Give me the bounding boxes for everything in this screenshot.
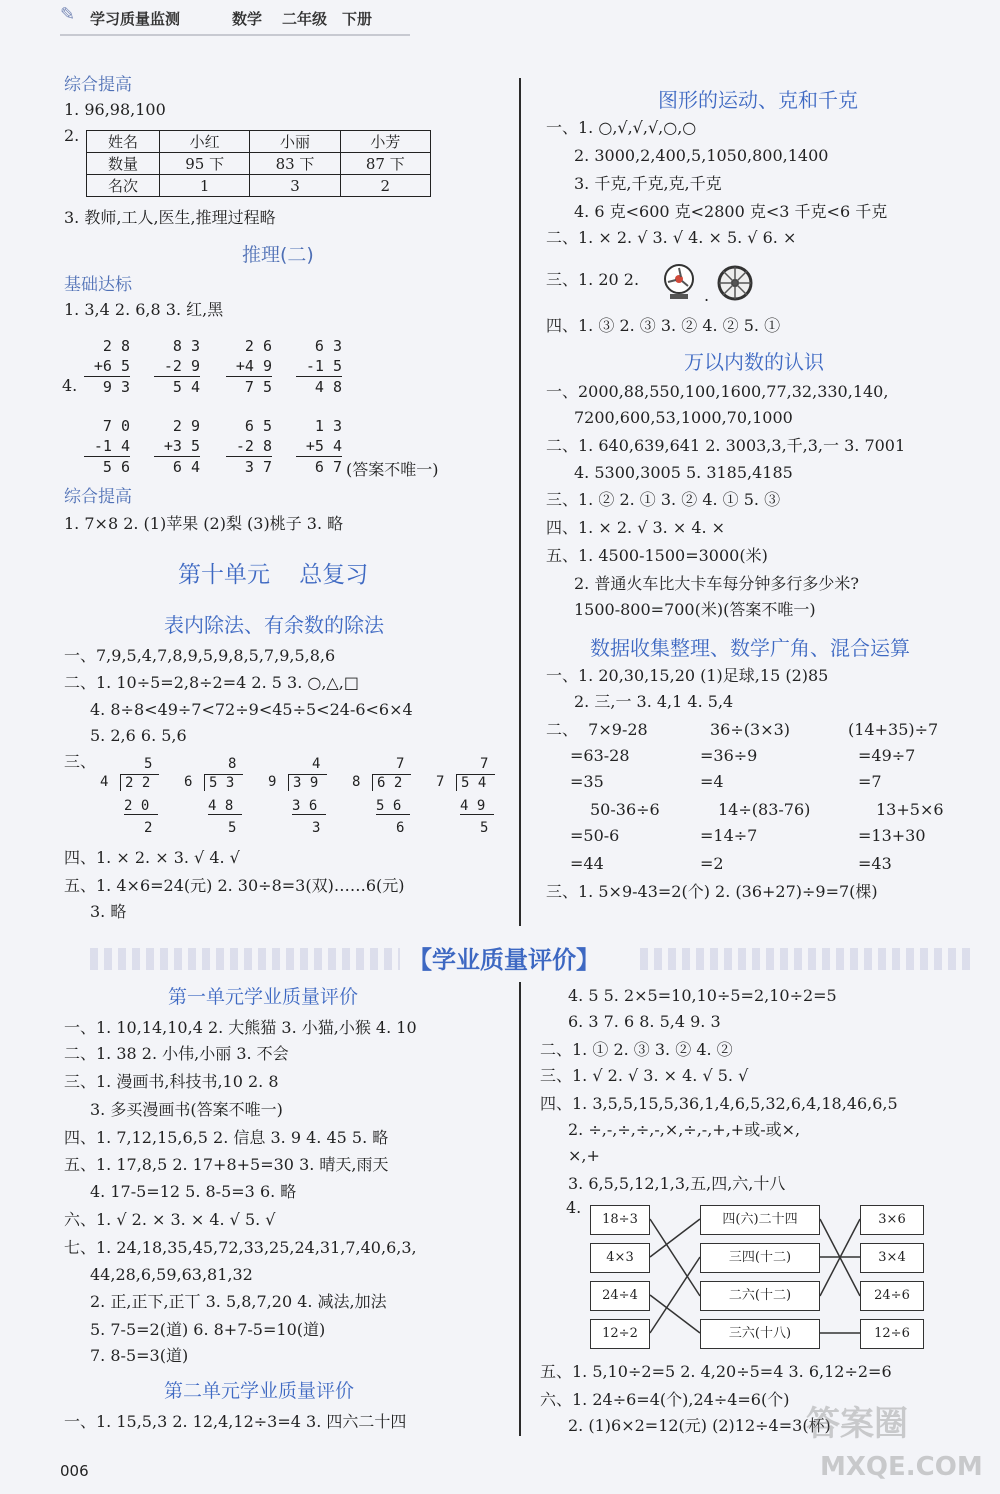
- calc-step: =14÷7: [700, 826, 758, 845]
- calc-step: 二、 7×9-28: [546, 720, 648, 739]
- table-row: [87, 131, 431, 153]
- answer-line: 44,28,6,59,63,81,32: [90, 1265, 253, 1284]
- division-part: 8: [352, 774, 361, 790]
- division-part: 4 8: [208, 798, 242, 815]
- vertical-calc-line: -1 5: [305, 357, 342, 375]
- fan-icon: [660, 262, 698, 302]
- vertical-calc-line: 4 8: [296, 376, 342, 397]
- calc-step: =43: [858, 854, 892, 873]
- vertical-calc-line: 1 3: [314, 417, 342, 435]
- match-mid-box: 四(六)二十四: [700, 1205, 820, 1235]
- vertical-calc-line: 2 9: [172, 417, 200, 435]
- answer-line: ×,+: [568, 1146, 600, 1165]
- answer-line: 3. 千克,千克,克,千克: [574, 174, 722, 193]
- answer-line: 7. 8-5=3(道): [90, 1346, 189, 1365]
- division-part: 5 3: [204, 774, 243, 791]
- answer-line: 一、1. 15,5,3 2. 12,4,12÷3=4 3. 四六二十四: [64, 1412, 407, 1431]
- match-left-box: 18÷3: [590, 1205, 650, 1235]
- division-part: 7: [436, 774, 445, 790]
- answer-line: 五、1. 4×6=24(元) 2. 30÷8=3(双)……6(元): [64, 876, 405, 895]
- answer-number: 4.: [566, 1198, 582, 1217]
- header-volume: 下册: [342, 10, 373, 28]
- separator-dot: .: [704, 286, 710, 305]
- section-title: 第一单元学业质量评价: [168, 986, 359, 1008]
- vertical-calc-line: +5 4: [305, 437, 342, 455]
- answer-line: 2. 3000,2,400,5,1050,800,1400: [574, 146, 829, 165]
- table-cell: 小丽: [250, 131, 340, 153]
- answer-line: 2. 正,正下,正丅 3. 5,8,7,20 4. 减法,加法: [90, 1292, 387, 1311]
- answer-line: 七、1. 24,18,35,45,72,33,25,24,31,7,40,6,3,: [64, 1238, 417, 1257]
- header-grade: 二年级: [282, 10, 328, 28]
- answer-line: 一、1. ○,√,√,√,○,○: [546, 118, 697, 137]
- answer-line: 三、: [64, 752, 97, 771]
- vertical-calc-line: 2 8: [102, 337, 130, 355]
- division-part: 3 6: [292, 798, 326, 815]
- answer-line: 一、2000,88,550,100,1600,77,32,330,140,: [546, 382, 889, 401]
- answer-line: 四、1. × 2. × 3. √ 4. √: [64, 848, 240, 867]
- calc-step: =4: [700, 772, 724, 791]
- vertical-calc-line: 9 3: [84, 376, 130, 397]
- answer-line: 4. 17-5=12 5. 8-5=3 6. 略: [90, 1182, 297, 1201]
- match-left-box: 24÷4: [590, 1281, 650, 1311]
- long-division: [100, 756, 164, 842]
- answer-line: 二、1. 38 2. 小伟,小丽 3. 不会: [64, 1044, 289, 1063]
- match-right-box: 3×4: [860, 1243, 924, 1273]
- division-part: 2 0: [124, 798, 158, 815]
- vertical-calc-line: -2 9: [163, 357, 200, 375]
- vertical-calc-line: 2 6: [244, 337, 272, 355]
- division-part: 4: [312, 756, 321, 772]
- answer-line: 3. 多买漫画书(答案不唯一): [90, 1100, 283, 1119]
- answer-line: 4. 5 5. 2×5=10,10÷5=2,10÷2=5: [568, 986, 837, 1005]
- table-cell: 83 下: [250, 153, 340, 175]
- division-part: 6 2: [372, 774, 411, 791]
- division-part: 3: [312, 820, 321, 836]
- answer-line: 4. 8÷8<49÷7<72÷9<45÷5<24-6<6×4: [90, 700, 413, 719]
- vertical-calc: [84, 416, 130, 477]
- division-part: 5 6: [376, 798, 410, 815]
- vertical-calc-line: +3 5: [163, 437, 200, 455]
- division-part: 9: [268, 774, 277, 790]
- answer-line: 四、1. 3,5,5,15,5,36,1,4,6,5,32,6,4,18,46,6,5: [540, 1094, 898, 1113]
- division-part: 4: [100, 774, 109, 790]
- answer-line: 1. 3,4 2. 6,8 3. 红,黑: [64, 300, 224, 319]
- match-right-box: 24÷6: [860, 1281, 924, 1311]
- section-title: 数据收集整理、数学广角、混合运算: [590, 636, 910, 660]
- answer-line: 一、7,9,5,4,7,8,9,5,9,8,5,7,9,5,8,6: [64, 646, 336, 665]
- answer-line: 5. 2,6 6. 5,6: [90, 726, 187, 745]
- table-cell: 小红: [160, 131, 250, 153]
- answer-line: 3. 教师,工人,医生,推理过程略: [64, 208, 276, 227]
- answer-line: 六、1. √ 2. × 3. × 4. √ 5. √: [64, 1210, 276, 1229]
- table-row: [87, 153, 431, 175]
- watermark-url: MXQE.COM: [820, 1452, 983, 1482]
- vertical-calc-line: 6 5: [244, 417, 272, 435]
- table-cell: 1: [160, 175, 250, 197]
- section-zonghe: 综合提高: [64, 487, 132, 507]
- unit-title: 第十单元 总复习: [178, 562, 369, 588]
- answer-line: 三、1. ② 2. ① 3. ② 4. ① 5. ③: [546, 490, 781, 509]
- match-mid-box: 三六(十八): [700, 1319, 820, 1349]
- answer-line: 四、1. 7,12,15,6,5 2. 信息 3. 9 4. 45 5. 略: [64, 1128, 389, 1147]
- answer-line: 四、1. ③ 2. ③ 3. ② 4. ② 5. ①: [546, 316, 781, 335]
- vertical-calc-line: 6 3: [314, 337, 342, 355]
- calc-step: =35: [570, 772, 604, 791]
- table-cell: 3: [250, 175, 340, 197]
- watermark-logo: 答案圈: [806, 1404, 908, 1444]
- vertical-calc-line: -1 4: [93, 437, 130, 455]
- answer-line: 4. 6 克<600 克<2800 克<3 千克<6 千克: [574, 202, 888, 221]
- answer-line: 一、1. 10,14,10,4 2. 大熊猫 3. 小猫,小猴 4. 10: [64, 1018, 417, 1037]
- calc-step: =36÷9: [700, 746, 758, 765]
- match-left-box: 4×3: [590, 1243, 650, 1273]
- vertical-calc: [296, 336, 342, 397]
- vertical-calc-line: -2 8: [235, 437, 272, 455]
- answer-line: 二、1. × 2. √ 3. √ 4. × 5. √ 6. ×: [546, 228, 797, 247]
- vertical-calc: [226, 416, 272, 477]
- column-divider-top: [519, 78, 521, 926]
- match-left-box: 12÷2: [590, 1319, 650, 1349]
- division-part: 7: [396, 756, 405, 772]
- vertical-calc-line: +4 9: [235, 357, 272, 375]
- long-division: [268, 756, 332, 842]
- banner-ribbon-right: [640, 948, 970, 970]
- division-part: 6: [184, 774, 193, 790]
- table-cell: 2: [340, 175, 430, 197]
- header-line: [60, 34, 410, 36]
- vertical-calc-line: +6 5: [93, 357, 130, 375]
- answer-line: 四、1. × 2. √ 3. × 4. ×: [546, 518, 726, 537]
- calc-step: 50-36÷6: [590, 800, 660, 819]
- division-part: 5: [228, 820, 237, 836]
- long-division: [184, 756, 248, 842]
- answer-line: 5. 7-5=2(道) 6. 8+7-5=10(道): [90, 1320, 326, 1339]
- match-right-box: 12÷6: [860, 1319, 924, 1349]
- calc-step: =13+30: [858, 826, 926, 845]
- section-title: 第二单元学业质量评价: [164, 1380, 355, 1402]
- vertical-calc: [154, 416, 200, 477]
- answer-line: 三、1. 20 2.: [546, 270, 640, 289]
- long-division: [352, 756, 416, 842]
- answer-line: 五、1. 5,10÷2=5 2. 4,20÷5=4 3. 6,12÷2=6: [540, 1362, 892, 1381]
- answer-line: 二、1. 640,639,641 2. 3003,3,千,3,一 3. 7001: [546, 436, 906, 455]
- answer-line: 1. 7×8 2. (1)苹果 (2)梨 (3)桃子 3. 略: [64, 514, 344, 533]
- table-cell: 87 下: [340, 153, 430, 175]
- table-row: [87, 175, 431, 197]
- division-part: 7: [480, 756, 489, 772]
- answer-line: 三、1. √ 2. √ 3. × 4. √ 5. √: [540, 1066, 749, 1085]
- answer-number: 2.: [64, 126, 80, 145]
- vertical-calc: [84, 336, 130, 397]
- division-part: 8: [228, 756, 237, 772]
- table-cell: 姓名: [87, 131, 160, 153]
- wheel-icon: [716, 264, 754, 302]
- page-number: 006: [60, 1462, 89, 1480]
- calc-step: 13+5×6: [876, 800, 944, 819]
- answer-line: 2. 三,一 3. 4,1 4. 5,4: [574, 692, 734, 711]
- answer-number: 4.: [62, 376, 78, 395]
- vertical-calc-line: 7 0: [102, 417, 130, 435]
- answer-line: 3. 略: [90, 902, 127, 921]
- division-part: 5: [480, 820, 489, 836]
- match-mid-box: 二六(十二): [700, 1281, 820, 1311]
- table-cell: 小芳: [340, 131, 430, 153]
- division-part: 2: [144, 820, 153, 836]
- vertical-calc-line: 3 7: [226, 456, 272, 477]
- section-jichu: 基础达标: [64, 275, 132, 295]
- calc-step: (14+35)÷7: [848, 720, 939, 739]
- pencil-icon: ✎: [60, 4, 76, 25]
- section-title: 图形的运动、克和千克: [658, 88, 858, 112]
- answer-line: 一、1. 20,30,15,20 (1)足球,15 (2)85: [546, 666, 829, 685]
- table-cell: 数量: [87, 153, 160, 175]
- vertical-calc: [296, 416, 342, 477]
- answer-line: 三、1. 5×9-43=2(个) 2. (36+27)÷9=7(棵): [546, 882, 878, 901]
- header-subject: 数学: [232, 10, 263, 28]
- table-cell: 95 下: [160, 153, 250, 175]
- vertical-calc-line: 5 6: [84, 456, 130, 477]
- vertical-calc-line: 6 7: [296, 456, 342, 477]
- answer-line: 三、1. 漫画书,科技书,10 2. 8: [64, 1072, 279, 1091]
- calc-step: 36÷(3×3): [710, 720, 791, 739]
- answer-line: 4. 5300,3005 5. 3185,4185: [574, 463, 793, 482]
- section-title: 万以内数的认识: [684, 350, 824, 374]
- vertical-calc-line: 5 4: [154, 376, 200, 397]
- calc-step: =44: [570, 854, 604, 873]
- answer-line: 二、1. 10÷5=2,8÷2=4 2. 5 3. ○,△,□: [64, 673, 359, 692]
- answer-note: (答案不唯一): [346, 460, 439, 479]
- vertical-calc-line: 7 5: [226, 376, 272, 397]
- header-brand: 学习质量监测: [90, 10, 181, 28]
- section-title: 表内除法、有余数的除法: [164, 613, 384, 637]
- answer-line: 1. 96,98,100: [64, 100, 166, 119]
- vertical-calc-line: 6 4: [154, 456, 200, 477]
- calc-step: =50-6: [570, 826, 620, 845]
- vertical-calc-line: 8 3: [172, 337, 200, 355]
- answer-line: 6. 3 7. 6 8. 5,4 9. 3: [568, 1012, 721, 1031]
- long-division: [436, 756, 500, 842]
- calc-step: =49÷7: [858, 746, 916, 765]
- calc-step: 14÷(83-76): [718, 800, 811, 819]
- calc-step: =7: [858, 772, 882, 791]
- answer-line: 7200,600,53,1000,70,1000: [574, 408, 793, 427]
- division-part: 5: [144, 756, 153, 772]
- banner-ribbon-left: [90, 948, 400, 970]
- calc-step: =2: [700, 854, 724, 873]
- answer-line: 2. ÷,-,÷,÷,-,×,÷,-,+,+或-或×,: [568, 1120, 801, 1139]
- section-banner: 【学业质量评价】: [408, 946, 600, 974]
- answer-line: 五、1. 17,8,5 2. 17+8+5=30 3. 晴天,雨天: [64, 1155, 389, 1174]
- answer-line: 五、1. 4500-1500=3000(米): [546, 546, 768, 565]
- answer-line: 3. 6,5,5,12,1,3,五,四,六,十八: [568, 1174, 786, 1193]
- answer-line: 二、1. ① 2. ③ 3. ② 4. ②: [540, 1040, 733, 1059]
- division-part: 3 9: [288, 774, 327, 791]
- answer-line: 2. 普通火车比大卡车每分钟多行多少米?: [574, 574, 859, 593]
- answer-line: 1500-800=700(米)(答案不唯一): [574, 600, 816, 619]
- answer-line: 2. (1)6×2=12(元) (2)12÷4=3(杯): [568, 1416, 831, 1435]
- division-part: 6: [396, 820, 405, 836]
- match-right-box: 3×6: [860, 1205, 924, 1235]
- section-tuili: 推理(二): [242, 244, 314, 266]
- division-part: 5 4: [456, 774, 495, 791]
- division-part: 2 2: [120, 774, 159, 791]
- table-cell: 名次: [87, 175, 160, 197]
- ranking-table: [86, 130, 431, 197]
- section-zonghe: 综合提高: [64, 75, 132, 95]
- calc-step: =63-28: [570, 746, 630, 765]
- answer-line: 六、1. 24÷6=4(个),24÷4=6(个): [540, 1390, 790, 1409]
- vertical-calc: [154, 336, 200, 397]
- division-part: 4 9: [460, 798, 494, 815]
- match-mid-box: 三四(十二): [700, 1243, 820, 1273]
- vertical-calc: [226, 336, 272, 397]
